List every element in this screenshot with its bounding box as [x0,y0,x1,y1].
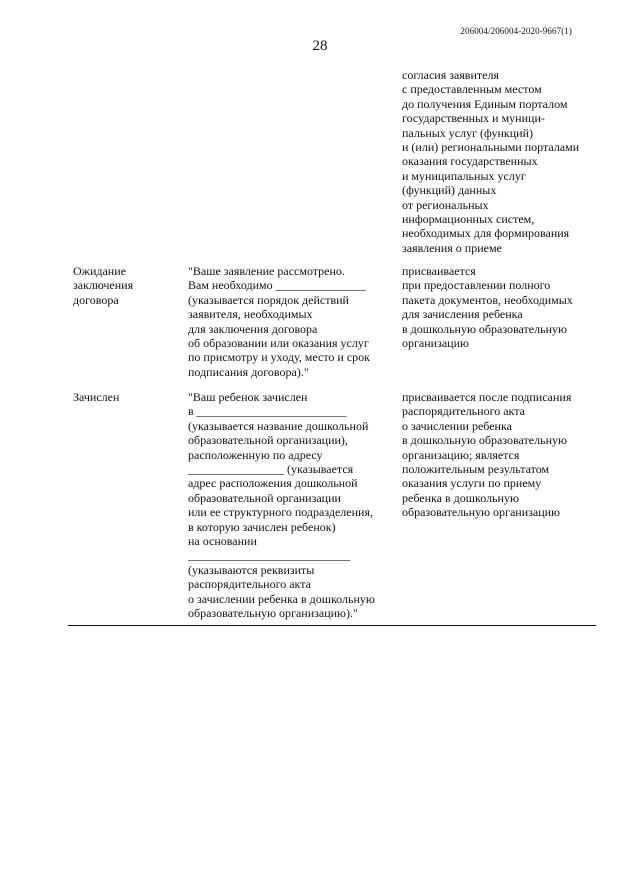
description-cell: присваивается после подписания распорядительного акта о зачислении ребенка в дошкольную образовательную организацию; является положительным результатом оказания услуги по приему ребенка в дошкольную образовательную организацию [402,390,572,520]
continuation-description-cell: согласия заявителя с предоставленным местом до получения Единым порталом государственных и муници- пальных услуг (функций) и (или) региональными порталами оказания государственных и муниципальных услуг (функций) данных от региональных информационных систем, необходимых для формирования заявления о приеме [402,68,580,255]
table-bottom-rule [68,625,596,626]
description-cell: присваивается при предоставлении полного пакета документов, необходимых для зачисления ребенка в дошкольную образовательную организацию [402,264,573,351]
document-id: 206004/206004-2020-9667(1) [460,26,572,36]
message-cell: "Ваше заявление рассмотрено. Вам необходимо _______________ (указывается порядок действий заявителя, необходимых для заключения договора об образовании или оказания услуг по присмотру и уходу, место и срок подписания договора)." [188,264,370,379]
status-cell: Ожидание заключения договора [73,264,134,307]
message-cell: "Ваш ребенок зачислен в _________________________ (указывается название дошкольной образовательной организации), расположенную по адресу ________________ (указывается адрес расположения дошкольной образовательной организации или ее структурного подразделения, в которую зачислен ребенок) на основании ___________________________ (указываются реквизиты распорядительного акта о зачислении ребенка в дошкольную образовательную организацию)." [188,390,375,621]
status-cell: Зачислен [73,390,120,404]
page-number: 28 [312,38,328,54]
